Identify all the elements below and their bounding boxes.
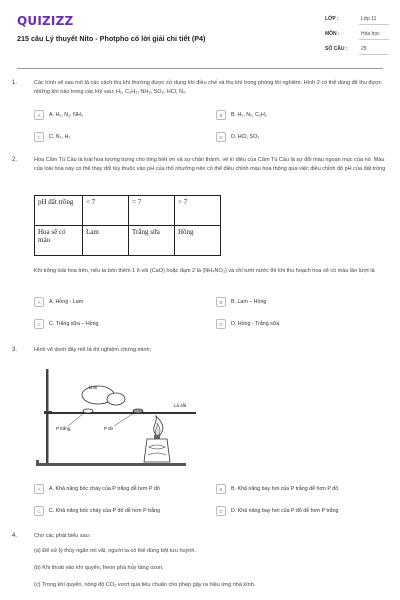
statement-a: (a) Để xử lý thủy ngân rơi vãi, người ta có thể dùng bột lưu huỳnh. bbox=[34, 548, 196, 554]
table-cell: Lam bbox=[83, 226, 129, 256]
stand-rod bbox=[46, 369, 49, 465]
table-cell: < 7 bbox=[83, 196, 129, 226]
option-text: D. HCl, SO₂ bbox=[231, 134, 260, 140]
meta-subject-key: MÔN : bbox=[325, 31, 340, 37]
table-row bbox=[35, 226, 221, 256]
alcohol-lamp-icon bbox=[144, 439, 170, 462]
option-c[interactable] bbox=[34, 318, 98, 330]
header-divider bbox=[17, 68, 383, 69]
option-text: C. Khả năng bốc cháy của P đỏ dễ hơn P trắng bbox=[49, 508, 161, 514]
option-d[interactable] bbox=[216, 131, 259, 143]
question-text: Hình vẽ dưới đây mô tả thí nghiệm chứng minh: bbox=[34, 347, 152, 353]
table-cell: = 7 bbox=[129, 196, 175, 226]
pointer-line bbox=[114, 413, 134, 426]
option-letter-badge: C bbox=[34, 319, 44, 329]
phosphorus-experiment-diagram bbox=[34, 367, 204, 475]
option-a[interactable] bbox=[34, 109, 83, 121]
question-number: 4. bbox=[12, 533, 18, 539]
option-text: A. Hồng - Lam bbox=[49, 299, 84, 305]
option-text: B. Khả năng bay hơi của P trắng dễ hơn P đỏ bbox=[231, 486, 339, 492]
statement-b: (b) Khi thoát vào khí quyển, freon phá hủy tầng ozon. bbox=[34, 565, 164, 571]
question-number: 2. bbox=[12, 157, 18, 163]
stand-foot bbox=[36, 460, 39, 466]
option-b[interactable] bbox=[216, 483, 338, 495]
meta-divider bbox=[359, 39, 389, 40]
option-text: A. H₂, N₂, NH₃ bbox=[49, 112, 83, 118]
option-a[interactable] bbox=[34, 296, 83, 308]
option-letter-badge: B bbox=[216, 297, 226, 307]
option-text: D. Khả năng bay hơi của P đỏ dễ hơn P trắng bbox=[231, 508, 339, 514]
meta-count-value: 25 bbox=[361, 46, 367, 52]
meta-class-key: LỚP : bbox=[325, 16, 339, 22]
table-cell: Hoa sẽ có màu bbox=[35, 226, 83, 256]
option-text: C. N₂, H₂ bbox=[49, 134, 71, 140]
question-followup: Khi trồng loài hoa trên, nếu ta bón thêm 1 ít vôi (CaO) hoặc đạm 2 lá (NH₄NO₃) và chỉ tưới nước thì khi thu hoạch hoa sẽ có màu lần lượt là bbox=[34, 268, 375, 274]
option-letter-badge: D bbox=[216, 132, 226, 142]
option-letter-badge: D bbox=[216, 506, 226, 516]
table-cell: Hồng bbox=[175, 226, 221, 256]
red-phosphorus-sample bbox=[133, 409, 143, 413]
statement-c: (c) Trong khí quyển, nồng độ CO₂ vượt quá tiêu chuẩn cho phép gây ra hiệu ứng nhà kính. bbox=[34, 582, 256, 588]
option-d[interactable] bbox=[216, 318, 279, 330]
option-letter-badge: A bbox=[34, 297, 44, 307]
pointer-line bbox=[68, 413, 84, 426]
meta-divider bbox=[359, 54, 389, 55]
option-a[interactable] bbox=[34, 483, 160, 495]
table-cell: Trắng sữa bbox=[129, 226, 175, 256]
smoke-label: khói bbox=[89, 385, 98, 390]
option-text: A. Khả năng bốc cháy của P trắng dễ hơn P đỏ bbox=[49, 486, 160, 492]
option-letter-badge: C bbox=[34, 506, 44, 516]
question-text: Hoa Cẩm Tú Cầu là loài hoa tượng trưng cho lòng biết ơn và sự chân thành, vẻ kì diệu của Cẩm Tú Cầu là sự đổi màu ngoạn mục của nó. Màu của loài hoa này có thể thay đổi tùy thuộc vào pH của thổ nhưỡng nên có thể điều chỉnh màu hoa thông qua việc điều chỉnh độ pH của đất trồng bbox=[34, 157, 386, 172]
option-b[interactable] bbox=[216, 296, 266, 308]
question-number: 3. bbox=[12, 347, 18, 353]
table-row bbox=[35, 196, 221, 226]
table-cell: > 7 bbox=[175, 196, 221, 226]
meta-class-value: Lớp 11 bbox=[361, 16, 377, 22]
option-letter-badge: B bbox=[216, 484, 226, 494]
smoke-cloud-icon bbox=[107, 393, 125, 405]
lamp-wick bbox=[154, 435, 160, 439]
ph-color-table bbox=[34, 195, 221, 256]
page-header bbox=[0, 0, 400, 68]
question-number: 1. bbox=[12, 80, 18, 86]
stand-base bbox=[36, 463, 186, 466]
option-letter-badge: C bbox=[34, 132, 44, 142]
option-c[interactable] bbox=[34, 505, 160, 517]
red-phosphorus-label: P đỏ bbox=[104, 426, 114, 431]
option-text: B. Lam – Hồng bbox=[231, 299, 267, 305]
question-text: Các hình vẽ sau mô tả các cách thu khí thường được sử dụng khi điều chế và thu khí trong phòng thí nghiệm. Hình 2 có thể dùng để thu được những khí nào trong các khí sau: H₂, C₂H₂, NH₃, SO₂, HCl, N₂. bbox=[34, 80, 382, 95]
option-text: D. Hồng - Trắng sữa bbox=[231, 321, 280, 327]
white-phosphorus-sample bbox=[83, 409, 93, 413]
option-c[interactable] bbox=[34, 131, 70, 143]
option-text: C. Trắng sữa – Hồng bbox=[49, 321, 99, 327]
option-d[interactable] bbox=[216, 505, 338, 517]
document-title: 215 câu Lý thuyết Nito - Photpho có lời giải chi tiết (P4) bbox=[17, 34, 206, 43]
white-phosphorus-label: P trắng bbox=[56, 426, 71, 431]
iron-plate-label: Lá sắt bbox=[174, 403, 187, 408]
option-letter-badge: B bbox=[216, 110, 226, 120]
option-letter-badge: A bbox=[34, 110, 44, 120]
option-text: B. H₂, N₂, C₂H₂ bbox=[231, 112, 267, 118]
quizizz-logo: QUIZIZZ bbox=[17, 14, 74, 28]
meta-count-key: SỐ CÂU : bbox=[325, 46, 348, 52]
question-text: Cho các phát biểu sau: bbox=[34, 533, 91, 539]
option-letter-badge: D bbox=[216, 319, 226, 329]
meta-subject-value: Hóa học bbox=[361, 31, 380, 37]
option-letter-badge: A bbox=[34, 484, 44, 494]
table-cell: pH đất trồng bbox=[35, 196, 83, 226]
option-b[interactable] bbox=[216, 109, 267, 121]
meta-divider bbox=[359, 24, 389, 25]
